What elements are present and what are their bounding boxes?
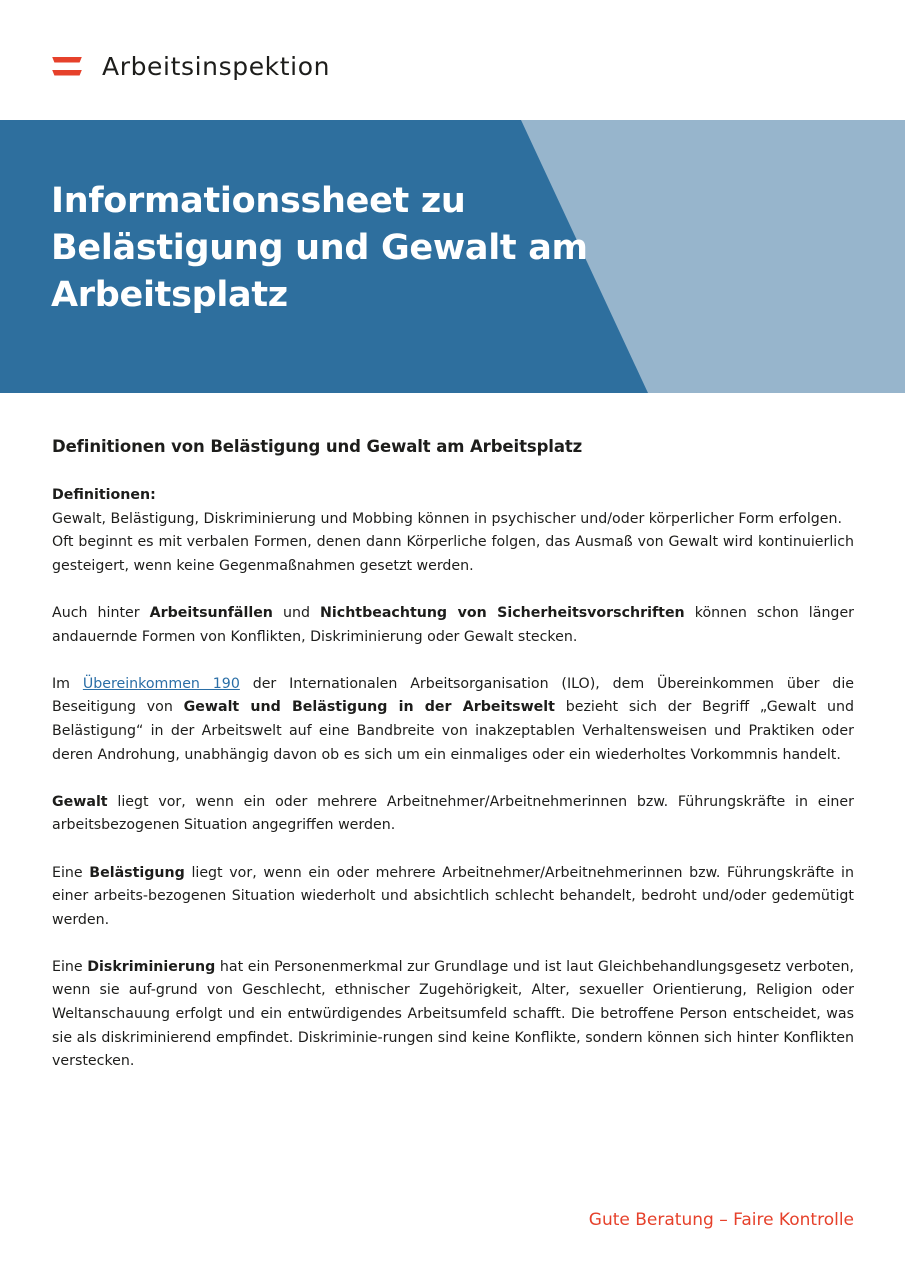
text: liegt vor, wenn ein oder mehrere Arbeitnehmer/Arbeitnehmerinnen bzw. Führungskräfte in einer arbeitsbezogenen Situation angegriffen werden. (52, 793, 854, 834)
paragraph-ilo (52, 673, 854, 767)
text: und (272, 604, 321, 621)
paragraph-violence (52, 791, 854, 838)
paragraph-accidents (52, 602, 854, 649)
bold-term: Nichtbeachtung von Sicherheitsvorschriften (320, 604, 685, 621)
text: können schon länger andauernde Formen von Konflikten, Diskriminierung oder Gewalt stecken. (52, 604, 855, 645)
bold-term: Arbeitsunfällen (149, 604, 273, 621)
text: Auch hinter (52, 604, 150, 621)
brand-name: Arbeitsinspektion (102, 52, 331, 81)
austria-flag-icon (52, 56, 82, 78)
definitions-line-2: Oft beginnt es mit verbalen Formen, denen dann Körperliche folgen, das Ausmaß von Gewalt wird kontinuierlich gesteigert, wenn keine Gegenmaßnahmen gesetzt werden. (52, 534, 854, 574)
text: hat ein Personenmerkmal zur Grundlage und ist laut Gleichbehandlungsgesetz verboten, wenn sie auf-grund von Geschlecht, ethnischer Zugehörigkeit, Alter, sexueller Orientierung, Religion oder Weltanschauung erfolgt und ein entwürdigendes Arbeitsumfeld schafft. Die betroffene Person entscheidet, was sie als diskriminierend empfindet. Diskriminie-rungen sind keine Konflikte, sondern können sich hinter Konflikten verstecken. (52, 958, 855, 1070)
text: bezieht sich der Begriff „Gewalt und Belästigung“ in der Arbeitswelt auf eine Bandbreite von inakzeptablen Verhaltensweisen und Praktiken oder deren Androhung, unabhängig davon ob es sich um ein einmaliges oder ein wiederholtes Vorkommnis handelt. (52, 699, 854, 763)
main-content (52, 436, 854, 1097)
text: Eine (52, 958, 88, 975)
bold-term: Gewalt und Belästigung in der Arbeitswelt (183, 699, 555, 716)
section-heading: Definitionen von Belästigung und Gewalt am Arbeitsplatz (52, 437, 583, 456)
text: liegt vor, wenn ein oder mehrere Arbeitnehmer/Arbeitnehmerinnen bzw. Führungskräfte in einer arbeits-bezogenen Situation wiederholt und absichtlich schlecht behandelt, bedroht und/oder gedemütigt werden. (52, 864, 854, 928)
definitions-line-1: Gewalt, Belästigung, Diskriminierung und Mobbing können in psychischer und/oder körperlicher Form erfolgen. (52, 510, 842, 527)
text: Eine (52, 864, 90, 881)
paragraph-discrimination (52, 956, 854, 1074)
paragraph-definitions (52, 484, 854, 578)
paragraph-harassment (52, 862, 854, 933)
convention-190-link[interactable]: Übereinkommen 190 (82, 675, 240, 692)
definitions-label: Definitionen: (52, 487, 156, 503)
logo (52, 52, 330, 81)
bold-term: Diskriminierung (87, 958, 216, 975)
text: der Internationalen Arbeitsorganisation (ILO), dem Übereinkommen über die Beseitigung von (52, 675, 854, 716)
bold-term: Gewalt (52, 793, 108, 810)
footer-slogan: Gute Beratung – Faire Kontrolle (588, 1210, 854, 1230)
page-title: Informationssheet zu Belästigung und Gewalt am Arbeitsplatz (51, 181, 588, 315)
bold-term: Belästigung (89, 864, 185, 881)
text: Im (52, 675, 83, 692)
